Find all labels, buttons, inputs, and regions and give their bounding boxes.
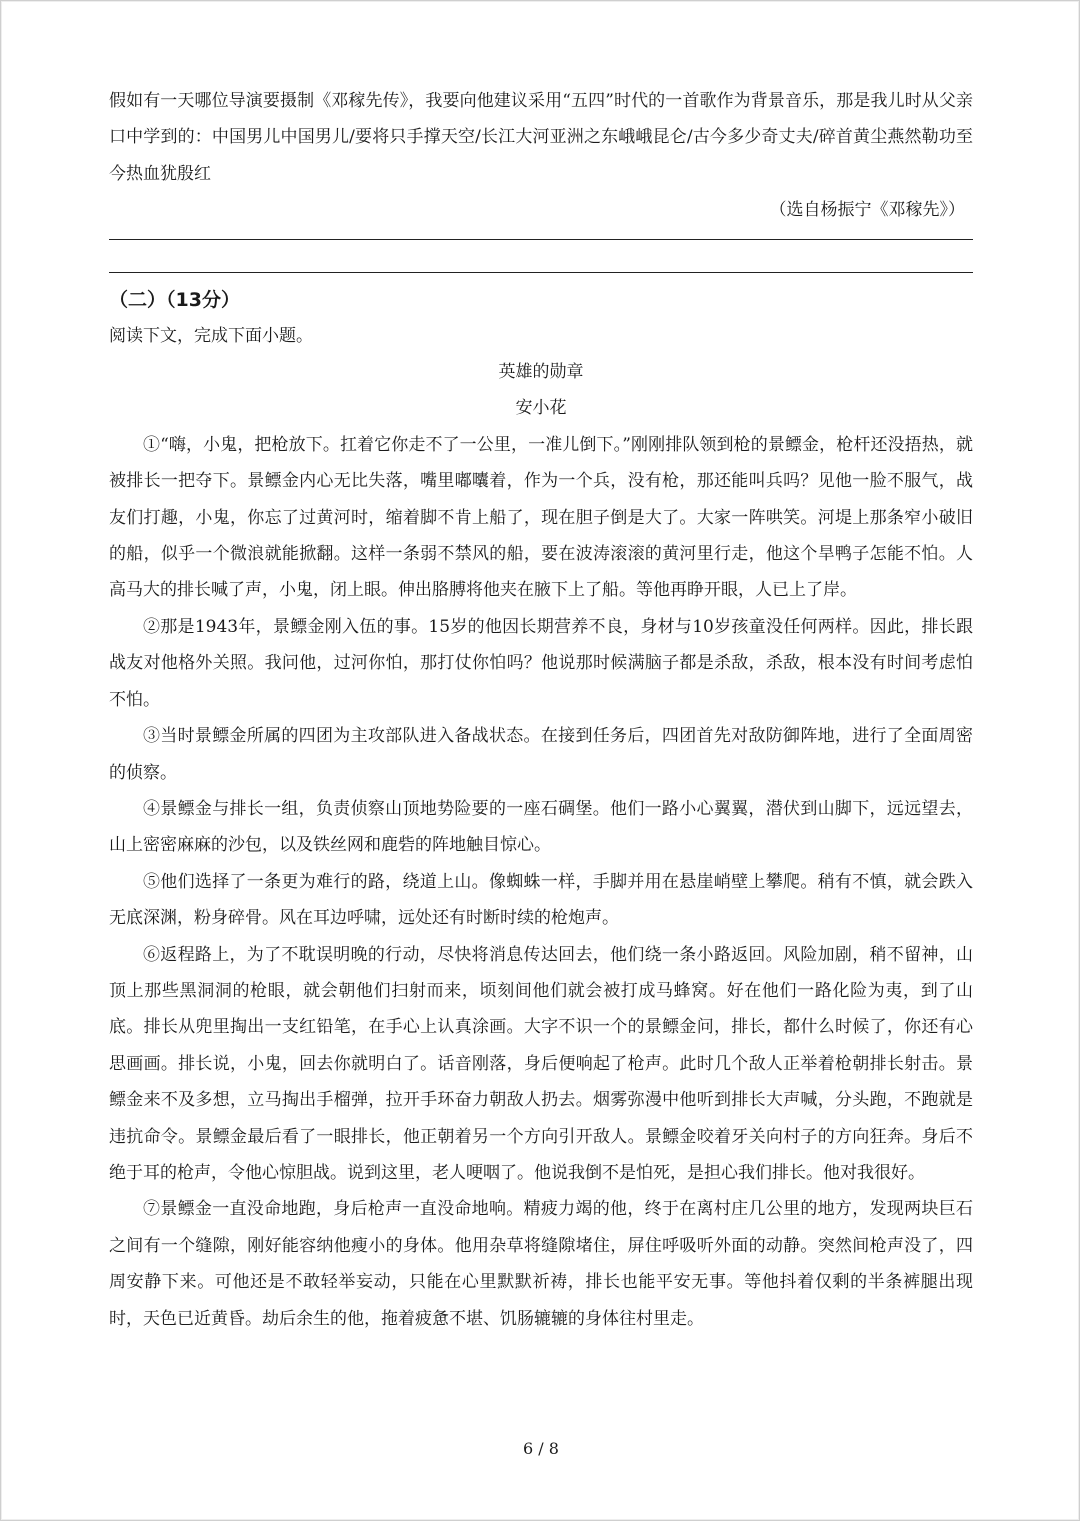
article-paragraph-3: ③当时景鳔金所属的四团为主攻部队进入备战状态。在接到任务后，四团首先对敌防御阵地，进行了全面周密的侦察。: [109, 726, 973, 783]
prev-passage-text: 假如有一天哪位导演要摄制《邓稼先传》，我要向他建议采用“五四”时代的一首歌作为背景音乐，那是我儿时从父亲口中学到的：中国男儿中国男儿/要将只手撑天空/长江大河亚洲之东峨峨昆仑/古今多少奇丈夫/碎首黄尘燕然勒功至今热血犹殷红: [109, 91, 973, 184]
page-content: [109, 83, 973, 1337]
article-paragraph-2: ②那是1943年，景鳔金刚入伍的事。15岁的他因长期营养不良，身材与10岁孩童没任何两样。因此，排长跟战友对他格外关照。我问他，过河你怕，那打仗你怕吗？他说那时候满脑子都是杀敌，杀敌，根本没有时间考虑怕不怕。: [109, 616, 973, 710]
section-instruction: 阅读下文，完成下面小题。: [109, 325, 313, 346]
article-paragraph-5: ⑤他们选择了一条更为难行的路，绕道上山。像蜘蛛一样，手脚并用在悬崖峭壁上攀爬。稍有不慎，就会跌入无底深渊，粉身碎骨。风在耳边呼啸，远处还有时断时续的枪炮声。: [109, 871, 973, 929]
article-paragraph-4: ④景鳔金与排长一组，负责侦察山顶地势险要的一座石碉堡。他们一路小心翼翼，潜伏到山脚下，远远望去，山上密密麻麻的沙包，以及铁丝网和鹿砦的阵地触目惊心。: [109, 798, 973, 856]
prev-passage-source: （选自杨振宁《邓稼先》）: [769, 200, 965, 221]
article-author: 安小花: [515, 398, 567, 419]
page-number: 6 / 8: [523, 1439, 559, 1458]
section-heading: （二）（13分）: [109, 288, 240, 311]
article-paragraph-7: ⑦景鳔金一直没命地跑，身后枪声一直没命地响。精疲力竭的他，终于在离村庄几公里的地方，发现两块巨石之间有一个缝隙，刚好能容纳他瘦小的身体。他用杂草将缝隙堵住，屏住呼吸听外面的动静。突然间枪声没了，四周安静下来。可他还是不敢轻举妄动，只能在心里默默祈祷，排长也能平安无事。等他抖着仅剩的半条裤腿出现时，天色已近黄昏。劫后余生的他，拖着疲惫不堪、饥肠辘辘的身体往村里走。: [109, 1199, 973, 1329]
divider-line-bottom: [109, 272, 973, 273]
article-paragraph-6: ⑥返程路上，为了不耽误明晚的行动，尽快将消息传达回去，他们绕一条小路返回。风险加剧，稍不留神，山顶上那些黑洞洞的枪眼，就会朝他们扫射而来，顷刻间他们就会被打成马蜂窝。好在他们一路化险为夷，到了山底。排长从兜里掏出一支红铅笔，在手心上认真涂画。大字不识一个的景鳔金问，排长，都什么时候了，你还有心思画画。排长说，小鬼，回去你就明白了。话音刚落，身后便响起了枪声。此时几个敌人正举着枪朝排长射击。景鳔金来不及多想，立马掏出手榴弹，拉开手环奋力朝敌人扔去。烟雾弥漫中他听到排长大声喊，分头跑，不跑就是违抗命令。景鳔金最后看了一眼排长，他正朝着另一个方向引开敌人。景鳔金咬着牙关向村子的方向狂奔。身后不绝于耳的枪声，令他心惊胆战。说到这里，老人哽咽了。他说我倒不是怕死，是担心我们排长。他对我很好。: [109, 944, 973, 1183]
divider-line-top: [109, 239, 973, 240]
article-paragraph-1: ①“嗨，小鬼，把枪放下。扛着它你走不了一公里，一准儿倒下。”刚刚排队领到枪的景鳔金，枪杆还没捂热，就被排长一把夺下。景鳔金内心无比失落，嘴里嘟囔着，作为一个兵，没有枪，那还能叫兵吗？见他一脸不服气，战友们打趣，小鬼，你忘了过黄河时，缩着脚不肯上船了，现在胆子倒是大了。大家一阵哄笑。河堤上那条窄小破旧的船，似乎一个微浪就能掀翻。这样一条弱不禁风的船，要在波涛滚滚的黄河里行走，他这个旱鸭子怎能不怕。人高马大的排长喊了声，小鬼，闭上眼。伸出胳膊将他夹在腋下上了船。等他再睁开眼，人已上了岸。: [109, 434, 973, 601]
article-title: 英雄的勋章: [498, 362, 584, 383]
